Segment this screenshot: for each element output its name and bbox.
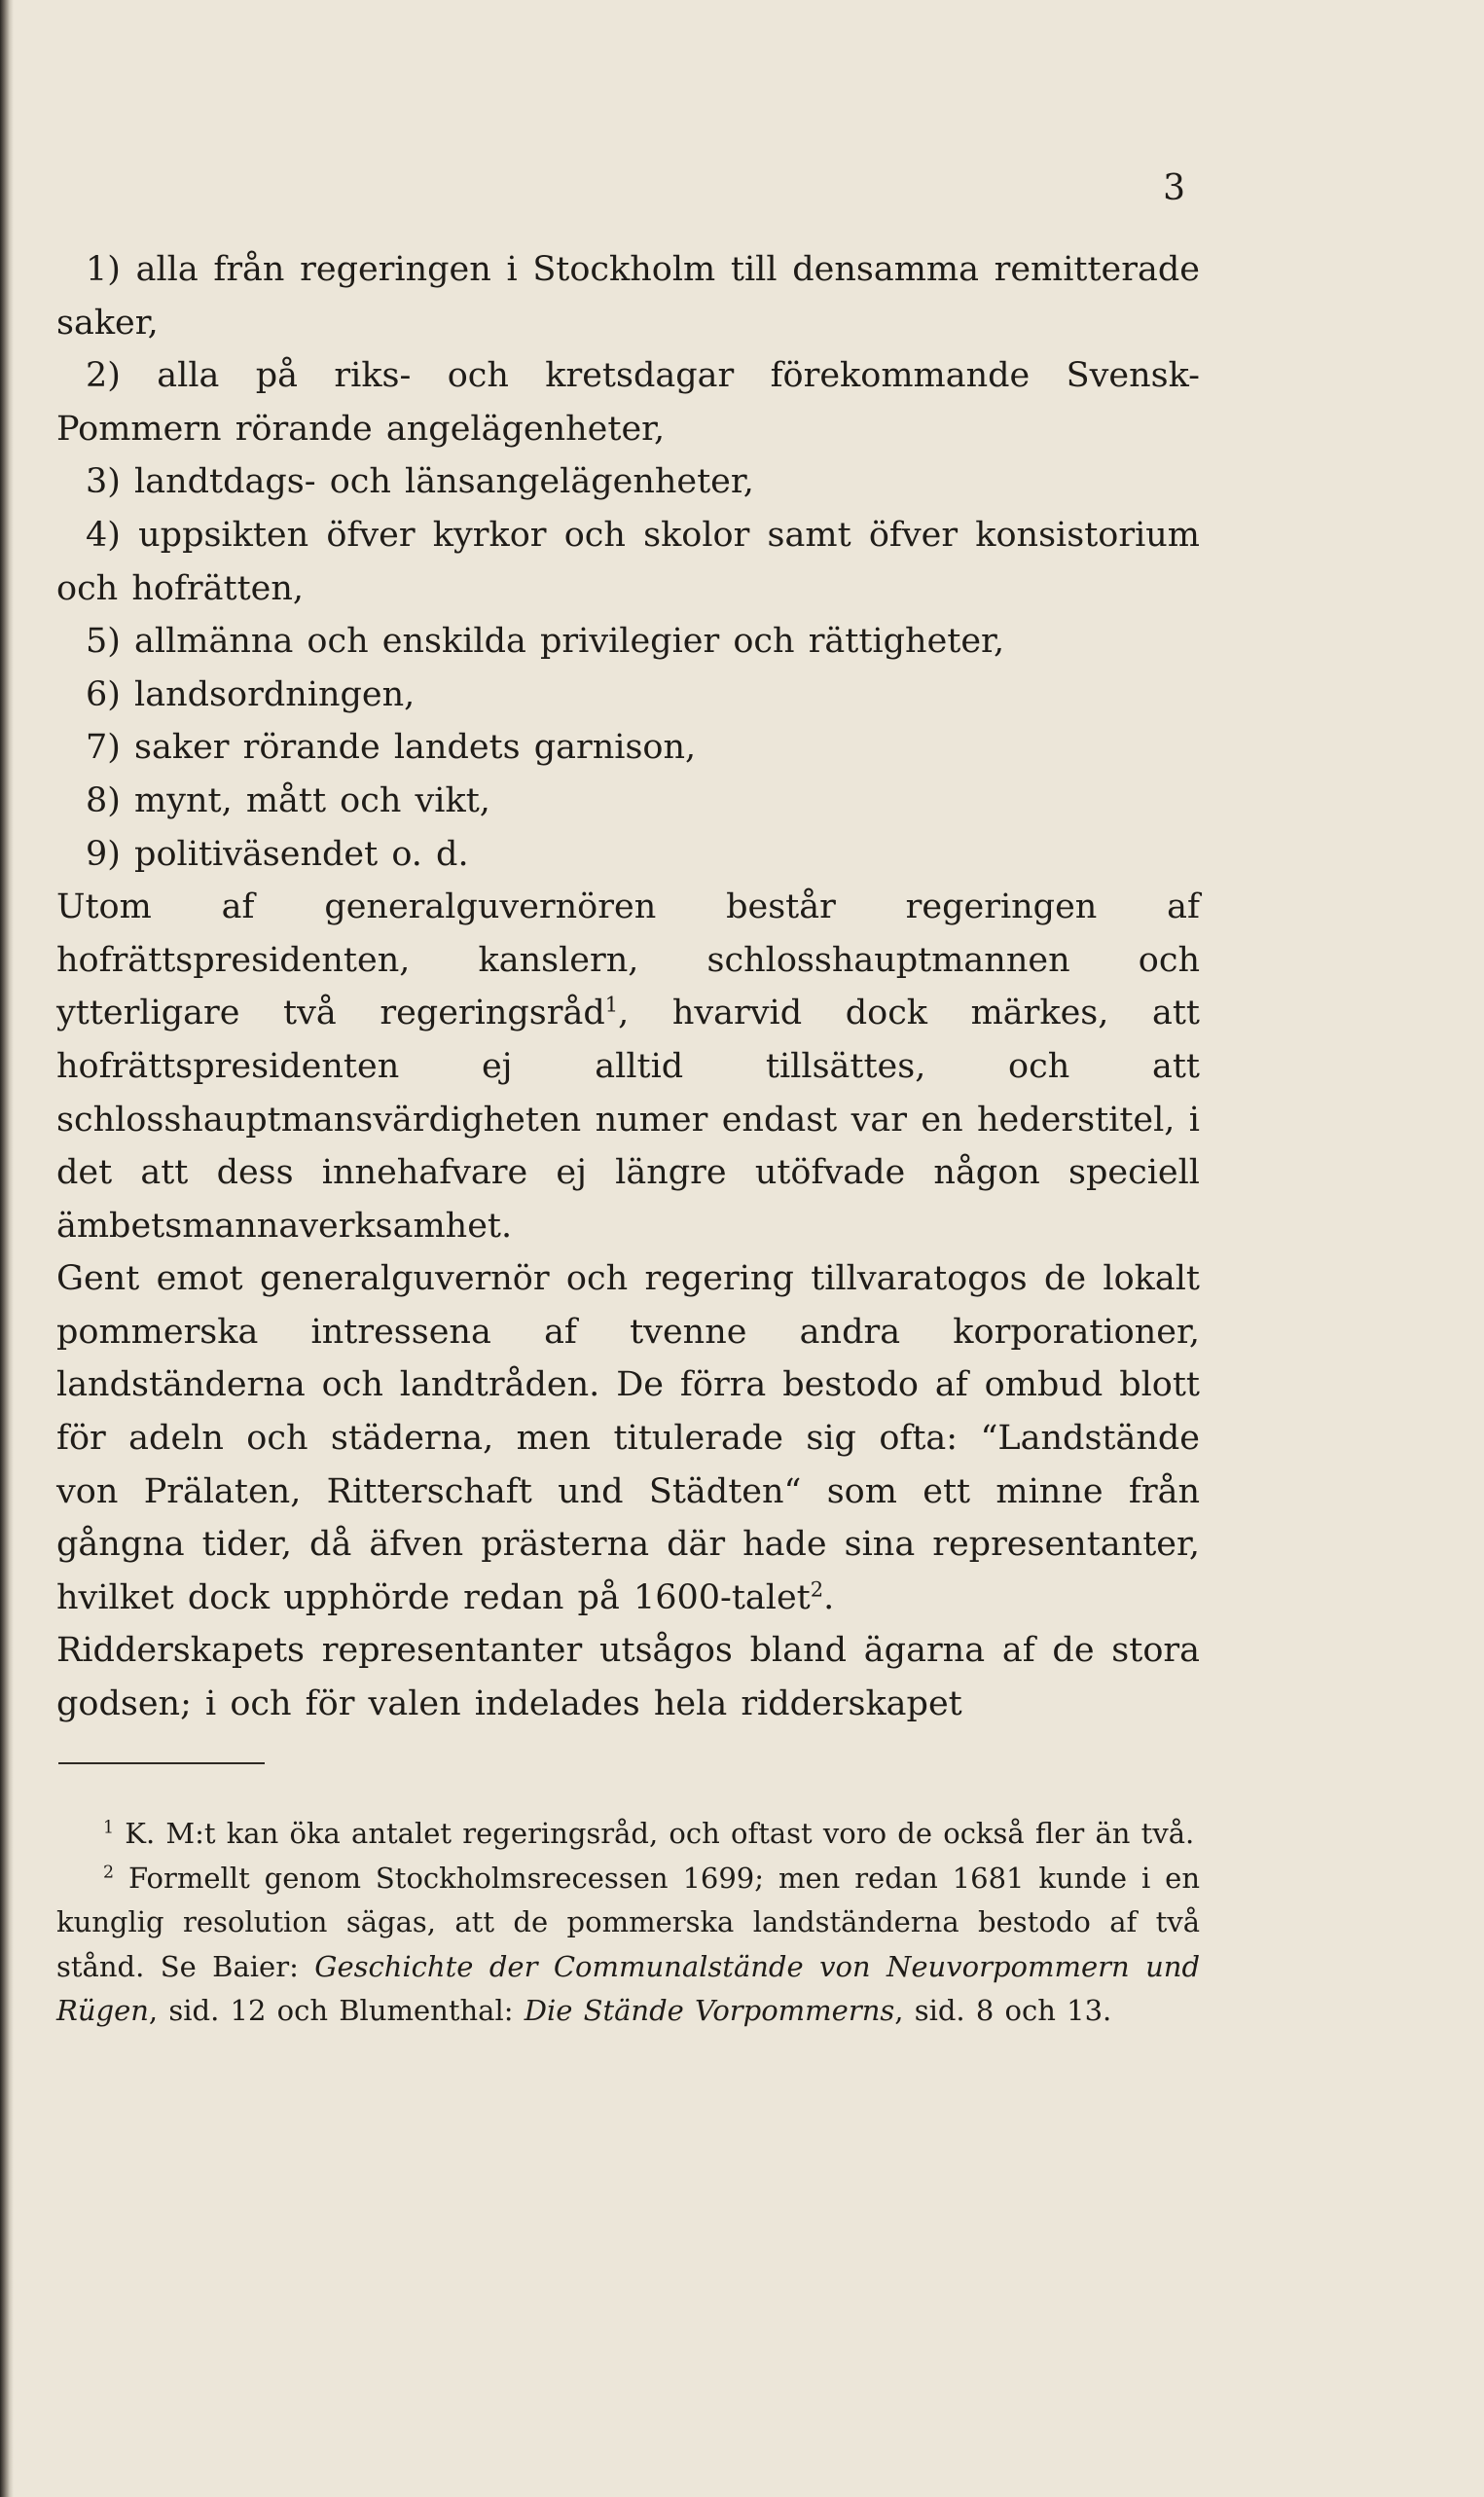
- footnote-text: Formellt genom Stockholmsrecessen 1699; men redan 1681 kunde i en kunglig resolution sägas, att de pommerska landständerna bestodo af två stånd. Se Baier:: [56, 1861, 1200, 1983]
- main-text: [56, 243, 1200, 1731]
- footnote-ref-1: 1: [604, 993, 619, 1017]
- paragraph-landstander: [56, 1252, 1200, 1624]
- list-item: 2) alla på riks- och kretsdagar förekommande Svensk-Pommern rörande angelägenheter,: [56, 356, 1200, 449]
- page-number: 3: [1163, 168, 1186, 208]
- footnote-1: [56, 1812, 1200, 1857]
- list-item: 5) allmänna och enskilda privilegier och rättigheter,: [86, 622, 1005, 662]
- footnote-text: , sid. 12 och Blumenthal:: [148, 1994, 514, 2028]
- footnote-mark: 2: [103, 1862, 115, 1882]
- paragraph-regering: [56, 881, 1200, 1252]
- paragraph-text: , hvarvid dock märkes, att hofrättspresidenten ej alltid tillsättes, och att schlosshauptmansvärdigheten numer endast var en hederstitel, i det att dess innehafvare ej längre utöfvade någon speciell ämbetsmannaverksamhet.: [56, 994, 1200, 1246]
- list-item: 9) politiväsendet o. d.: [86, 834, 469, 874]
- paragraph-ridderskap: Ridderskapets representanter utsågos bland ägarna af de stora godsen; i och för valen indelades hela ridderskapet: [56, 1631, 1200, 1724]
- footnote-text: , sid. 8 och 13.: [894, 1994, 1112, 2028]
- footnote-book-title: Die Stände Vorpommerns: [524, 1994, 895, 2028]
- page-edge-shadow: [0, 0, 14, 2497]
- footnote-divider: [58, 1762, 265, 1764]
- list-item: 6) landsordningen,: [86, 674, 416, 714]
- list-item: 7) saker rörande landets garnison,: [86, 728, 697, 768]
- footnote-book-title: Geschichte der Communalstände von Neuvorpommern und Rügen: [56, 1949, 1201, 2028]
- list-item: 4) uppsikten öfver kyrkor och skolor samt öfver konsistorium och hofrätten,: [56, 515, 1200, 608]
- list-item: 3) landtdags- och länsangelägenheter,: [86, 462, 754, 502]
- paragraph-text: Utom af generalguvernören består regeringen af hofrättspresidenten, kanslern, schlosshauptmannen och ytterligare två regeringsråd: [56, 887, 1200, 1033]
- paragraph-text: Gent emot generalguvernör och regering tillvaratogos de lokalt pommerska intressena af tvenne andra korporationer, landständerna och landtråden. De förra bestodo af ombud blott för adeln och städerna, men titulerade sig ofta: “Landstände von Prälaten, Ritterschaft und Städten“ som ett minne från gångna tider, då äfven prästerna där hade sina representanter, hvilket dock upphörde redan på 1600-talet: [56, 1259, 1200, 1617]
- list-item: 8) mynt, mått och vikt,: [86, 780, 490, 820]
- footnote-2: [56, 1857, 1200, 2034]
- footnote-text: K. M:t kan öka antalet regeringsråd, och oftast voro de också fler än två.: [125, 1817, 1195, 1850]
- paragraph-text: .: [823, 1577, 835, 1617]
- list-item: 1) alla från regeringen i Stockholm till densamma remitterade saker,: [56, 250, 1200, 343]
- footnote-mark: 1: [103, 1818, 115, 1838]
- footnote-ref-2: 2: [810, 1577, 824, 1602]
- footnotes: [56, 1812, 1200, 2034]
